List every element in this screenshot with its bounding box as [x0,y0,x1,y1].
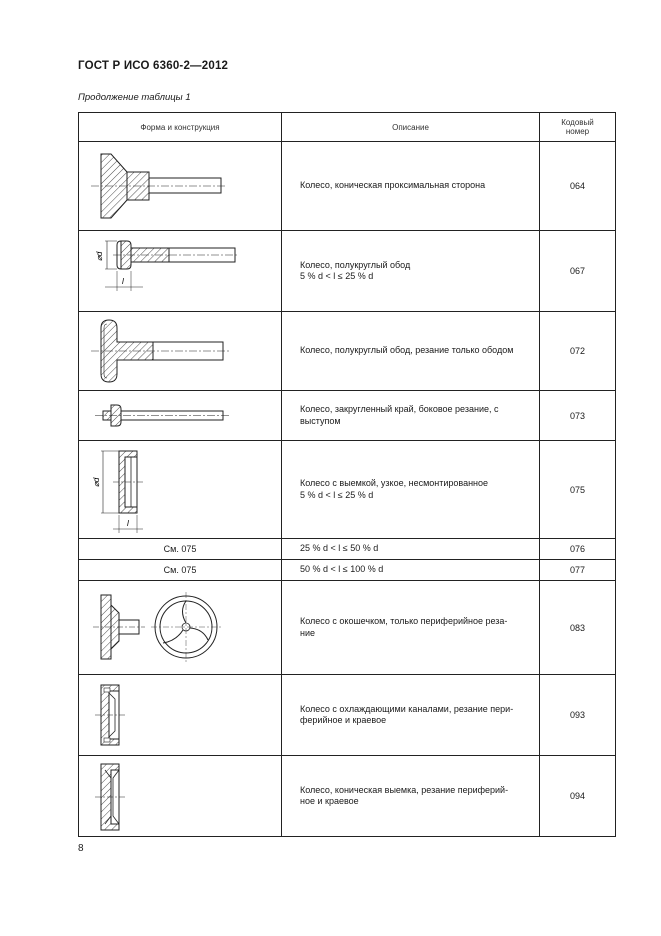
description-cell [282,756,540,837]
description-line: 5 % d < l ≤ 25 % d [300,271,374,281]
description-line: Колесо, полукруглый обод, резание только ободом [300,345,514,356]
figure-cell [79,231,282,312]
standard-header: ГОСТ Р ИСО 6360-2—2012 [78,60,229,72]
description-cell [282,675,540,756]
code-cell: 076 [540,539,616,560]
description-line: Колесо, коническая проксимальная сторона [300,180,486,191]
col-header-code-line2: номер [565,127,590,136]
figure-cell [79,312,282,391]
description-line: Колесо, закругленный край, боковое резание, с [300,404,499,414]
tool-drawing-075 [79,441,282,538]
table-caption: Продолжение таблицы 1 [78,92,191,103]
description-line: 5 % d < l ≤ 25 % d [300,489,374,500]
table-row [79,581,616,675]
figure-cell [79,675,282,756]
table-row [79,675,616,756]
see-reference: См. 075 [79,539,282,560]
description-line: ферийное и краевое [300,715,387,725]
code-cell: 073 [540,391,616,441]
description-line: Колесо с окошечком, только периферийное реза- [300,616,508,626]
description-line: выступом [300,415,341,426]
dim-l-label: l [122,277,124,286]
table-row [79,539,616,560]
dim-d-label: ⌀d [95,251,104,261]
description-line: ное и краевое [300,796,359,806]
table-row [79,312,616,391]
col-header-description: Описание [282,113,540,142]
description-cell [282,581,540,675]
description-cell [282,391,540,441]
tool-drawing-083 [79,581,282,674]
table-row [79,560,616,581]
tools-table [78,112,616,837]
table-row [79,391,616,441]
code-cell: 094 [540,756,616,837]
figure-cell [79,441,282,539]
figure-cell [79,756,282,837]
figure-cell [79,142,282,231]
tool-drawing-073 [79,391,282,440]
table-row [79,441,616,539]
code-cell: 072 [540,312,616,391]
description-line: Колесо, коническая выемка, резание периферий- [300,784,509,795]
description-cell [282,231,540,312]
table-row [79,756,616,837]
code-cell: 067 [540,231,616,312]
page-number: 8 [78,843,84,854]
code-cell: 077 [540,560,616,581]
table-row [79,231,616,312]
table-header-row [79,113,616,142]
see-reference: См. 075 [79,560,282,581]
description-cell [282,441,540,539]
description-cell [282,539,540,560]
figure-cell [79,581,282,675]
dim-l-label: l [127,519,129,528]
code-cell: 093 [540,675,616,756]
description-line: 25 % d < l ≤ 50 % d [300,543,379,554]
tool-drawing-072 [79,312,282,390]
code-cell: 064 [540,142,616,231]
description-cell [282,560,540,581]
col-header-code [540,113,616,142]
col-header-code-line1: Кодовый [561,118,594,127]
dim-d-label: ⌀d [92,477,101,487]
description-line: ние [300,627,316,638]
col-header-form: Форма и конструкция [79,113,282,142]
tool-drawing-093 [79,675,282,755]
tool-drawing-067 [79,231,282,311]
code-cell: 083 [540,581,616,675]
description-line: 50 % d < l ≤ 100 % d [300,564,384,575]
description-line: Колесо с выемкой, узкое, несмонтированное [300,478,489,488]
description-line: Колесо, полукруглый обод [300,259,411,270]
table-row [79,142,616,231]
description-cell [282,312,540,391]
description-line: Колесо с охлаждающими каналами, резание пери- [300,703,514,714]
code-cell: 075 [540,441,616,539]
tool-drawing-094 [79,756,282,836]
tool-drawing-064 [79,142,282,230]
figure-cell [79,391,282,441]
description-cell [282,142,540,231]
